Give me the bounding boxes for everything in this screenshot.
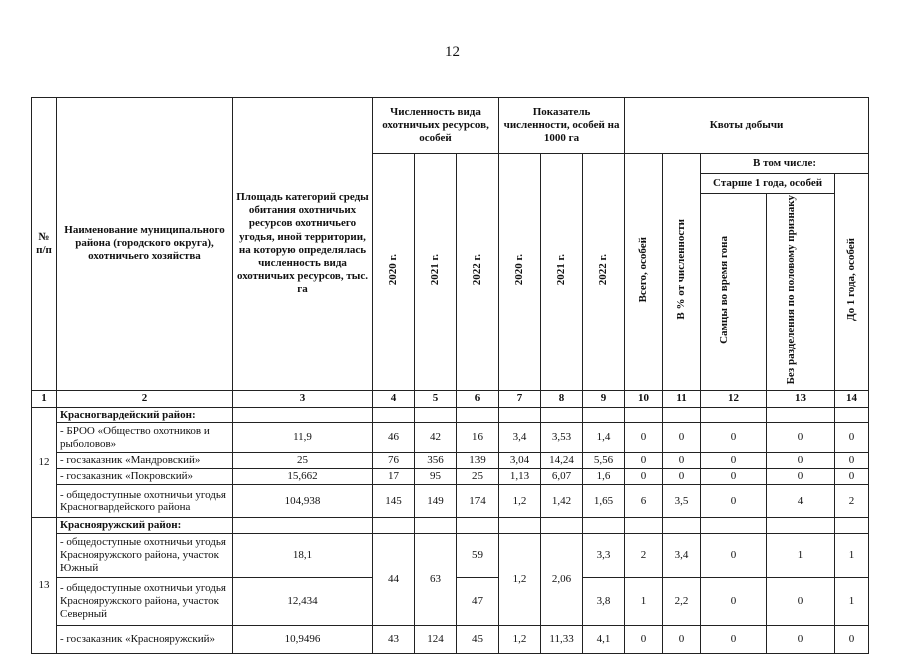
cell-pct: 0 bbox=[663, 453, 701, 469]
region-name: Краснояружский район: bbox=[57, 518, 233, 534]
merged-cell-p2020: 44 bbox=[373, 533, 415, 625]
cell-under: 0 bbox=[835, 453, 869, 469]
column-number: 8 bbox=[541, 390, 583, 407]
cell-p2020: 43 bbox=[373, 625, 415, 653]
hunting-ground-name: - общедоступные охотничьи угодья Краснояружского района, участок Северный bbox=[57, 577, 233, 625]
cell-total: 1 bbox=[625, 577, 663, 625]
header-older: Старше 1 года, особей bbox=[701, 174, 835, 194]
cell-pct: 2,2 bbox=[663, 577, 701, 625]
empty-cell bbox=[625, 518, 663, 534]
cell-p2021: 95 bbox=[415, 469, 457, 485]
header-num: № п/п bbox=[32, 98, 57, 391]
header-name: Наименование муниципального района (городского округа), охотничьего хозяйства bbox=[57, 98, 233, 391]
cell-d2021: 11,33 bbox=[541, 625, 583, 653]
cell-total: 6 bbox=[625, 485, 663, 518]
cell-p2022: 45 bbox=[457, 625, 499, 653]
empty-cell bbox=[625, 407, 663, 423]
empty-cell bbox=[499, 518, 541, 534]
table-row bbox=[32, 453, 869, 469]
cell-d2022: 5,56 bbox=[583, 453, 625, 469]
cell-under: 1 bbox=[835, 533, 869, 577]
header-pop-2021: 2021 г. bbox=[415, 154, 457, 391]
page-number: 12 bbox=[445, 44, 460, 60]
cell-area: 12,434 bbox=[233, 577, 373, 625]
cell-nosex: 0 bbox=[767, 469, 835, 485]
cell-d2020: 1,13 bbox=[499, 469, 541, 485]
cell-total: 0 bbox=[625, 625, 663, 653]
cell-d2020: 3,04 bbox=[499, 453, 541, 469]
empty-cell bbox=[767, 407, 835, 423]
cell-p2022: 139 bbox=[457, 453, 499, 469]
cell-nosex: 0 bbox=[767, 577, 835, 625]
cell-area: 18,1 bbox=[233, 533, 373, 577]
cell-d2020: 3,4 bbox=[499, 423, 541, 453]
cell-under: 2 bbox=[835, 485, 869, 518]
header-den-2022: 2022 г. bbox=[583, 154, 625, 391]
table-row bbox=[32, 423, 869, 453]
column-number: 12 bbox=[701, 390, 767, 407]
cell-d2022: 3,8 bbox=[583, 577, 625, 625]
column-number: 11 bbox=[663, 390, 701, 407]
cell-p2021: 124 bbox=[415, 625, 457, 653]
cell-nosex: 0 bbox=[767, 625, 835, 653]
cell-p2021: 42 bbox=[415, 423, 457, 453]
header-density: Показатель численности, особей на 1000 га bbox=[499, 98, 625, 154]
empty-cell bbox=[541, 407, 583, 423]
column-number-row bbox=[32, 390, 869, 407]
empty-cell bbox=[767, 518, 835, 534]
cell-d2022: 1,6 bbox=[583, 469, 625, 485]
cell-p2022: 16 bbox=[457, 423, 499, 453]
cell-p2022: 47 bbox=[457, 577, 499, 625]
empty-cell bbox=[701, 518, 767, 534]
header-no-sex: Без разделения по половому признаку bbox=[767, 194, 835, 391]
cell-p2022: 174 bbox=[457, 485, 499, 518]
header-percent: В % от численности bbox=[663, 154, 701, 391]
column-number: 4 bbox=[373, 390, 415, 407]
header-area: Площадь категорий среды обитания охотничьих ресурсов охотничьего угодья, иной территории, на которую определялась численность вида охотничьих ресурсов, тыс. га bbox=[233, 98, 373, 391]
hunting-ground-name: - общедоступные охотничьи угодья Красногвардейского района bbox=[57, 485, 233, 518]
cell-under: 0 bbox=[835, 423, 869, 453]
empty-cell bbox=[373, 518, 415, 534]
column-number: 1 bbox=[32, 390, 57, 407]
merged-cell-p2021: 63 bbox=[415, 533, 457, 625]
empty-cell bbox=[701, 407, 767, 423]
header-den-2021: 2021 г. bbox=[541, 154, 583, 391]
cell-males: 0 bbox=[701, 533, 767, 577]
hunting-ground-name: - госзаказник «Мандровский» bbox=[57, 453, 233, 469]
group-number: 13 bbox=[32, 518, 57, 654]
region-row bbox=[32, 518, 869, 534]
cell-p2020: 76 bbox=[373, 453, 415, 469]
cell-area: 15,662 bbox=[233, 469, 373, 485]
column-number: 14 bbox=[835, 390, 869, 407]
cell-total: 0 bbox=[625, 453, 663, 469]
empty-cell bbox=[233, 518, 373, 534]
cell-under: 0 bbox=[835, 625, 869, 653]
column-number: 2 bbox=[57, 390, 233, 407]
cell-p2020: 145 bbox=[373, 485, 415, 518]
table-row bbox=[32, 625, 869, 653]
empty-cell bbox=[835, 518, 869, 534]
cell-nosex: 0 bbox=[767, 453, 835, 469]
cell-nosex: 1 bbox=[767, 533, 835, 577]
cell-p2021: 356 bbox=[415, 453, 457, 469]
cell-under: 1 bbox=[835, 577, 869, 625]
cell-d2020: 1,2 bbox=[499, 625, 541, 653]
empty-cell bbox=[583, 407, 625, 423]
cell-males: 0 bbox=[701, 625, 767, 653]
cell-p2021: 149 bbox=[415, 485, 457, 518]
empty-cell bbox=[663, 407, 701, 423]
table-row bbox=[32, 469, 869, 485]
empty-cell bbox=[233, 407, 373, 423]
header-population: Численность вида охотничьих ресурсов, особей bbox=[373, 98, 499, 154]
merged-cell-d2021: 2,06 bbox=[541, 533, 583, 625]
cell-total: 2 bbox=[625, 533, 663, 577]
cell-area: 104,938 bbox=[233, 485, 373, 518]
cell-males: 0 bbox=[701, 469, 767, 485]
hunting-ground-name: - БРОО «Общество охотников и рыболовов» bbox=[57, 423, 233, 453]
cell-nosex: 0 bbox=[767, 423, 835, 453]
column-number: 9 bbox=[583, 390, 625, 407]
cell-nosex: 4 bbox=[767, 485, 835, 518]
header-pop-2020: 2020 г. bbox=[373, 154, 415, 391]
hunting-ground-name: - госзаказник «Краснояружский» bbox=[57, 625, 233, 653]
cell-d2021: 1,42 bbox=[541, 485, 583, 518]
empty-cell bbox=[583, 518, 625, 534]
cell-d2022: 3,3 bbox=[583, 533, 625, 577]
hunting-ground-name: - общедоступные охотничьи угодья Краснояружского района, участок Южный bbox=[57, 533, 233, 577]
cell-pct: 0 bbox=[663, 625, 701, 653]
column-number: 10 bbox=[625, 390, 663, 407]
cell-p2022: 59 bbox=[457, 533, 499, 577]
empty-cell bbox=[835, 407, 869, 423]
header-males: Самцы во время гона bbox=[701, 194, 767, 391]
empty-cell bbox=[457, 518, 499, 534]
header-under-one: До 1 года, особей bbox=[835, 174, 869, 391]
region-row bbox=[32, 407, 869, 423]
empty-cell bbox=[415, 407, 457, 423]
group-number: 12 bbox=[32, 407, 57, 518]
header-quotas: Квоты добычи bbox=[625, 98, 869, 154]
table-row bbox=[32, 485, 869, 518]
region-name: Красногвардейский район: bbox=[57, 407, 233, 423]
header-total: Всего, особей bbox=[625, 154, 663, 391]
cell-p2020: 17 bbox=[373, 469, 415, 485]
cell-d2021: 3,53 bbox=[541, 423, 583, 453]
cell-d2022: 1,4 bbox=[583, 423, 625, 453]
cell-males: 0 bbox=[701, 577, 767, 625]
cell-area: 11,9 bbox=[233, 423, 373, 453]
cell-d2022: 4,1 bbox=[583, 625, 625, 653]
hunting-ground-name: - госзаказник «Покровский» bbox=[57, 469, 233, 485]
cell-d2020: 1,2 bbox=[499, 485, 541, 518]
cell-p2022: 25 bbox=[457, 469, 499, 485]
merged-cell-d2020: 1,2 bbox=[499, 533, 541, 625]
column-number: 3 bbox=[233, 390, 373, 407]
empty-cell bbox=[457, 407, 499, 423]
cell-males: 0 bbox=[701, 423, 767, 453]
cell-d2022: 1,65 bbox=[583, 485, 625, 518]
column-number: 5 bbox=[415, 390, 457, 407]
cell-area: 25 bbox=[233, 453, 373, 469]
cell-males: 0 bbox=[701, 453, 767, 469]
empty-cell bbox=[373, 407, 415, 423]
hunting-quota-table bbox=[31, 97, 869, 654]
empty-cell bbox=[663, 518, 701, 534]
cell-total: 0 bbox=[625, 469, 663, 485]
empty-cell bbox=[415, 518, 457, 534]
cell-pct: 0 bbox=[663, 423, 701, 453]
cell-total: 0 bbox=[625, 423, 663, 453]
empty-cell bbox=[499, 407, 541, 423]
column-number: 7 bbox=[499, 390, 541, 407]
table-row bbox=[32, 533, 869, 577]
cell-pct: 3,4 bbox=[663, 533, 701, 577]
column-number: 6 bbox=[457, 390, 499, 407]
cell-pct: 0 bbox=[663, 469, 701, 485]
cell-under: 0 bbox=[835, 469, 869, 485]
header-pop-2022: 2022 г. bbox=[457, 154, 499, 391]
cell-d2021: 6,07 bbox=[541, 469, 583, 485]
cell-d2021: 14,24 bbox=[541, 453, 583, 469]
column-number: 13 bbox=[767, 390, 835, 407]
header-den-2020: 2020 г. bbox=[499, 154, 541, 391]
cell-p2020: 46 bbox=[373, 423, 415, 453]
header-including: В том числе: bbox=[701, 154, 869, 174]
cell-area: 10,9496 bbox=[233, 625, 373, 653]
cell-pct: 3,5 bbox=[663, 485, 701, 518]
cell-males: 0 bbox=[701, 485, 767, 518]
empty-cell bbox=[541, 518, 583, 534]
